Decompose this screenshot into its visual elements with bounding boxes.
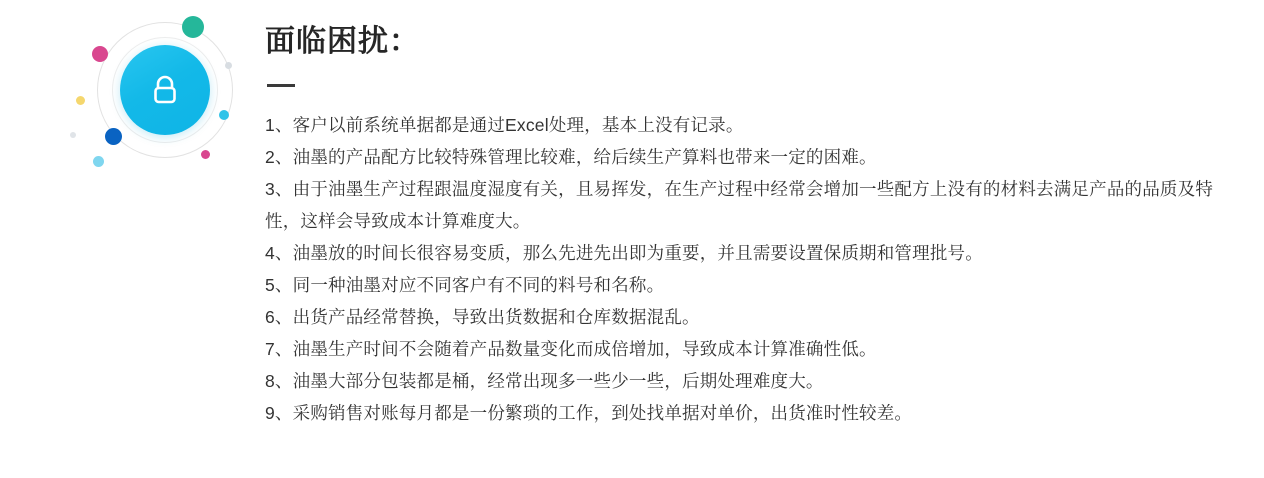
list-item: 6、出货产品经常替换，导致出货数据和仓库数据混乱。 bbox=[265, 307, 700, 327]
list-item: 8、油墨大部分包装都是桶，经常出现多一些少一些，后期处理难度大。 bbox=[265, 371, 824, 391]
list-item: 4、油墨放的时间长很容易变质，那么先进先出即为重要，并且需要设置保质期和管理批号。 bbox=[265, 243, 983, 263]
decoration-dot-cyan bbox=[219, 110, 229, 120]
decoration-dot-pink-small bbox=[201, 150, 210, 159]
list-item: 7、油墨生产时间不会随着产品数量变化而成倍增加，导致成本计算准确性低。 bbox=[265, 339, 877, 359]
decoration-dot-yellow bbox=[76, 96, 85, 105]
lock-icon bbox=[147, 72, 183, 108]
list-item: 9、采购销售对账每月都是一份繁琐的工作，到处找单据对单价，出货准时性较差。 bbox=[265, 403, 913, 423]
list-item: 2、油墨的产品配方比较特殊管理比较难，给后续生产算料也带来一定的困难。 bbox=[265, 147, 877, 167]
list-item: 5、同一种油墨对应不同客户有不同的料号和名称。 bbox=[265, 275, 665, 295]
title-underline-divider bbox=[267, 84, 295, 87]
decoration-dot-grey bbox=[225, 62, 232, 69]
page-title: 面临困扰： bbox=[265, 25, 420, 58]
decoration-dot-blue bbox=[105, 128, 122, 145]
content-block bbox=[265, 22, 1225, 429]
list-item: 1、客户以前系统单据都是通过Excel处理，基本上没有记录。 bbox=[265, 115, 744, 135]
decoration-dot-pink bbox=[92, 46, 108, 62]
lock-illustration bbox=[62, 10, 252, 180]
list-item: 3、由于油墨生产过程跟温度湿度有关，且易挥发，在生产过程中经常会增加一些配方上没有的材料去满足产品的品质及特性，这样会导致成本计算难度大。 bbox=[265, 179, 1214, 231]
decoration-dot-grey-small bbox=[70, 132, 76, 138]
decoration-dot-lightblue bbox=[93, 156, 104, 167]
decoration-dot-teal bbox=[182, 16, 204, 38]
issue-list bbox=[265, 109, 1225, 429]
